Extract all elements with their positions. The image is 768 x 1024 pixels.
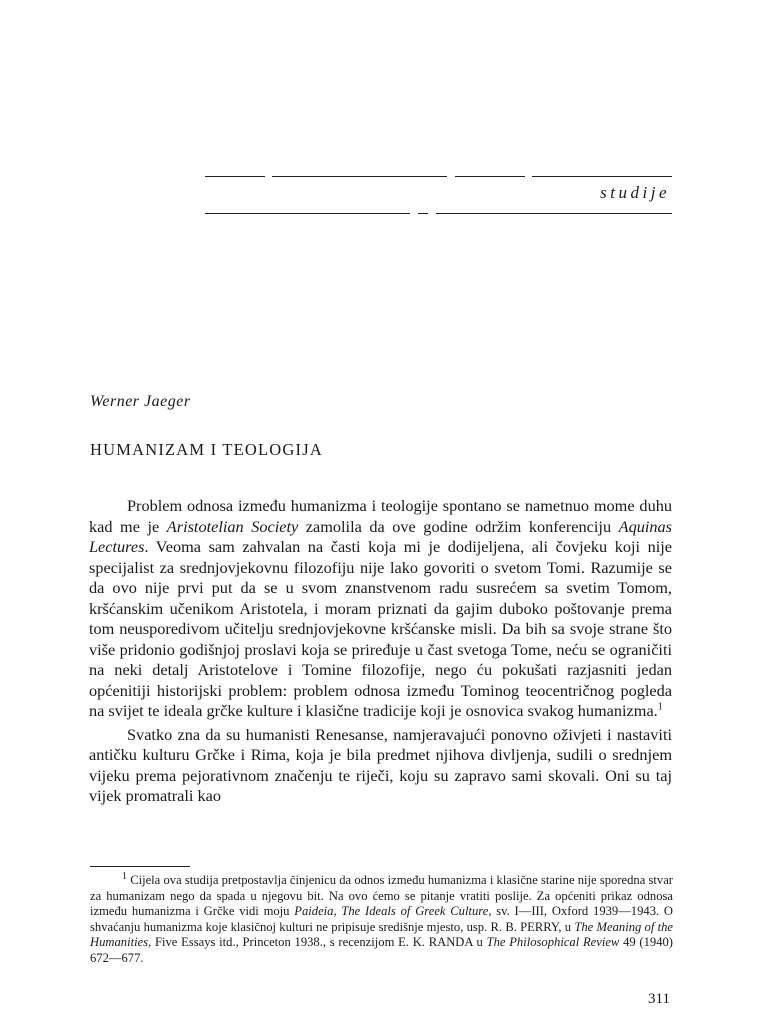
footnote-text-4: 49 (1940) 672—677.	[90, 935, 674, 965]
page-number: 311	[648, 991, 670, 1007]
paragraph-2: Svatko zna da su humanisti Renesanse, namjeravajući ponovno oživjeti i nastaviti antičku kulturu Grčke i Rima, koja je bila predmet njihova divljenja, sudili o srednjem vijeku prema pejorativnom značenju te riječi, koju su zapravo sami skovali. Oni su taj vijek promatrali kao	[89, 724, 672, 805]
footnote-book-title-1: Paideia, The Ideals of Greek Culture	[294, 904, 489, 918]
footnote-text-3: , Five Essays itd., Princeton 1938., s recenzijom E. K. RANDA u	[148, 935, 487, 949]
lecture-name: Aquinas Lectures	[89, 516, 673, 556]
header-rule-bottom-1	[205, 213, 410, 214]
footnote-marker: 1	[122, 870, 127, 882]
paragraph-1	[89, 496, 672, 722]
footnote-text-1: Cijela ova studija pretpostavlja činjenicu da odnos između humanizma i klasične starine nije sporedna stvar za humanizam nego da spada u njegovu bit. Na ovo ćemo se pitanje vratiti poslije. Za općeniti prikaz odnosa između humanizma i Grčke vidi moju	[90, 873, 673, 918]
footnote	[90, 870, 674, 966]
footnote-book-title-2: The Meaning of the Humanities	[90, 919, 673, 949]
article-title: HUMANIZAM I TEOLOGIJA	[90, 440, 323, 459]
header-rule-top-4	[532, 176, 672, 177]
footnote-journal-title: The Philosophical Review	[486, 935, 620, 949]
footnote-paragraph	[90, 870, 674, 966]
society-name: Aristotelian Society	[166, 516, 299, 536]
footnote-text-2: , sv. I—III, Oxford 1939—1943. O shvaćanju humanizma koje klasičnoj kulturi ne pripisuje središnje mjesto, usp. R. B. PERRY, u	[90, 904, 674, 934]
paragraph-1-text-2: zamolila da ove godine održim konferenciju	[298, 516, 619, 536]
article-body	[89, 496, 672, 807]
header-rule-top-3	[455, 176, 525, 177]
paragraph-1-text-1: Problem odnosa između humanizma i teologije spontano se nametnuo mome duhu kad me je	[89, 496, 672, 536]
paragraph-1-text-3: . Veoma sam zahvalan na časti koja mi je dodijeljena, ali čovjeku koji nije specijalist za srednjovjekovnu filozofiju nije lako govoriti o svetom Tomi. Razumije se da ovo nije prvi put da se u svom znanstvenom radu susrećem sa svetim Tomom, kršćanskim učenikom Aristotela, i moram priznati da gajim duboko poštovanje prema tom neusporedivom učitelju srednjovjekovne kršćanske misli. Da bih sa svoje strane što više pridonio godišnjoj proslavi koja se priređuje u čast svetoga Tome, neću se ograničiti na neki detalj Aristotelove i Tomine filozofije, nego ću pokušati razjasniti jedan općenitiji historijski problem: problem odnosa između Tominog teocentričnog pogleda na svijet te ideala grčke kulture i klasične tradicije koji je osnovica svakog humanizma.	[89, 537, 672, 720]
footnote-ref[interactable]: 1	[657, 701, 663, 713]
header-rule-bottom-2	[418, 213, 428, 214]
header-rule-top-1	[205, 176, 265, 177]
footnote-divider	[90, 866, 190, 867]
header-rule-top-2	[272, 176, 447, 177]
header-rule-bottom-3	[436, 213, 672, 214]
section-label: studije	[600, 183, 670, 202]
article-author: Werner Jaeger	[90, 393, 191, 410]
